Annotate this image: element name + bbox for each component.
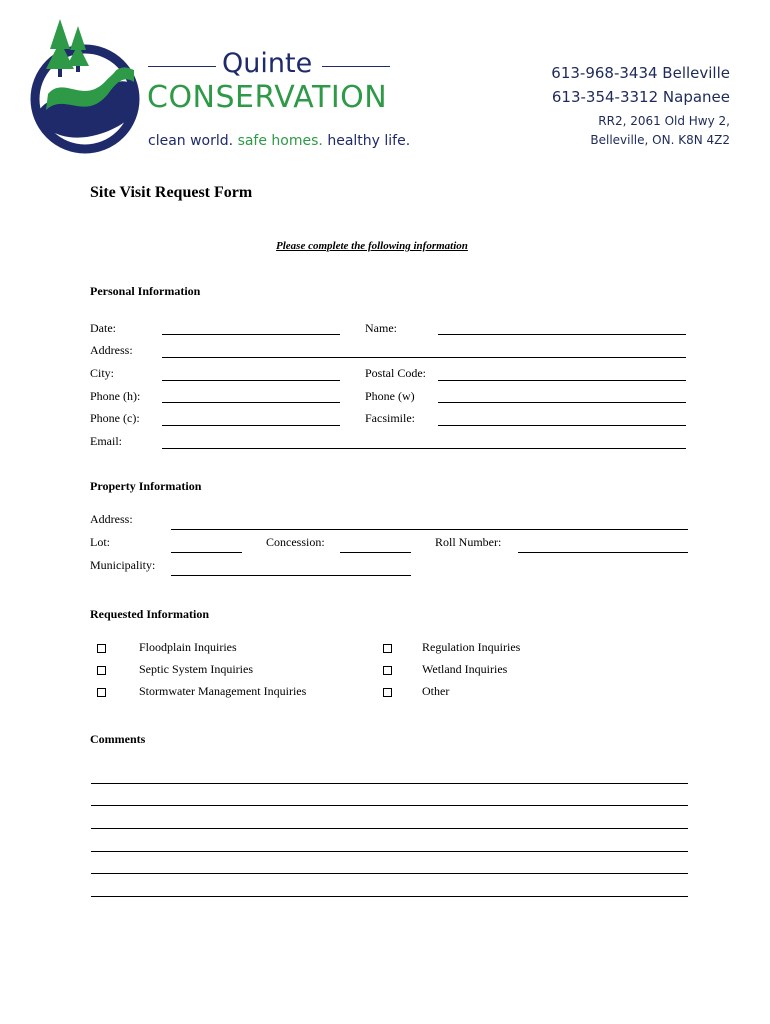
wetland-checkbox[interactable] (383, 666, 392, 675)
org-name-top-rule-right (322, 66, 390, 67)
form-instructions: Please complete the following information (276, 240, 468, 252)
address-label: Address: (90, 343, 133, 357)
roll-number-label: Roll Number: (435, 535, 502, 549)
facsimile-field[interactable] (438, 425, 686, 426)
org-name-top: Quinte (222, 48, 313, 79)
postal-code-label: Postal Code: (365, 366, 427, 380)
facsimile-label: Facsimile: (365, 411, 415, 425)
tagline-part-c: healthy life. (327, 133, 411, 149)
date-field[interactable] (162, 334, 340, 335)
personal-info-heading: Personal Information (90, 284, 201, 298)
municipality-label: Municipality: (90, 558, 156, 572)
address-line-2: Belleville, ON. K8N 4Z2 (590, 133, 730, 147)
property-address-field[interactable] (171, 529, 688, 530)
concession-label: Concession: (266, 535, 325, 549)
logo-emblem-icon (30, 14, 140, 159)
comments-line-3[interactable] (91, 828, 688, 829)
concession-field[interactable] (340, 552, 411, 553)
stormwater-option-label: Stormwater Management Inquiries (139, 684, 307, 698)
email-field[interactable] (162, 448, 686, 449)
comments-line-5[interactable] (91, 873, 688, 874)
phone-cell-label: Phone (c): (90, 411, 140, 425)
date-label: Date: (90, 321, 116, 335)
septic-option-label: Septic System Inquiries (139, 662, 253, 676)
logo (30, 14, 140, 159)
lot-field[interactable] (171, 552, 242, 553)
phone-home-field[interactable] (162, 402, 340, 403)
org-name-bottom: CONSERVATION (147, 80, 388, 115)
tagline-part-b: safe homes. (237, 133, 323, 149)
tagline-part-a: clean world. (148, 133, 234, 149)
phone-home-label: Phone (h): (90, 389, 141, 403)
phone-cell-field[interactable] (162, 425, 340, 426)
email-label: Email: (90, 434, 122, 448)
address-line-1: RR2, 2061 Old Hwy 2, (598, 114, 730, 128)
floodplain-option-label: Floodplain Inquiries (139, 640, 237, 654)
stormwater-checkbox[interactable] (97, 688, 106, 697)
address-field[interactable] (162, 357, 686, 358)
regulation-checkbox[interactable] (383, 644, 392, 653)
postal-code-field[interactable] (438, 380, 686, 381)
phone-work-field[interactable] (438, 402, 686, 403)
city-label: City: (90, 366, 115, 380)
requested-info-heading: Requested Information (90, 607, 209, 621)
city-field[interactable] (162, 380, 340, 381)
lot-label: Lot: (90, 535, 110, 549)
comments-line-4[interactable] (91, 851, 688, 852)
phone-napanee: 613-354-3312 Napanee (551, 88, 730, 106)
septic-checkbox[interactable] (97, 666, 106, 675)
org-name-top-rule-left (148, 66, 216, 67)
comments-heading: Comments (90, 732, 146, 746)
name-label: Name: (365, 321, 397, 335)
comments-line-1[interactable] (91, 783, 688, 784)
roll-number-field[interactable] (518, 552, 688, 553)
property-address-label: Address: (90, 512, 133, 526)
other-option-label: Other (422, 684, 450, 698)
name-field[interactable] (438, 334, 686, 335)
phone-belleville: 613-968-3434 Belleville (551, 64, 730, 82)
floodplain-checkbox[interactable] (97, 644, 106, 653)
municipality-field[interactable] (171, 575, 411, 576)
tagline (148, 133, 410, 149)
comments-line-2[interactable] (91, 805, 688, 806)
phone-work-label: Phone (w) (365, 389, 415, 403)
form-title: Site Visit Request Form (90, 184, 253, 201)
comments-line-6[interactable] (91, 896, 688, 897)
wetland-option-label: Wetland Inquiries (422, 662, 508, 676)
other-checkbox[interactable] (383, 688, 392, 697)
property-info-heading: Property Information (90, 479, 202, 493)
regulation-option-label: Regulation Inquiries (422, 640, 521, 654)
